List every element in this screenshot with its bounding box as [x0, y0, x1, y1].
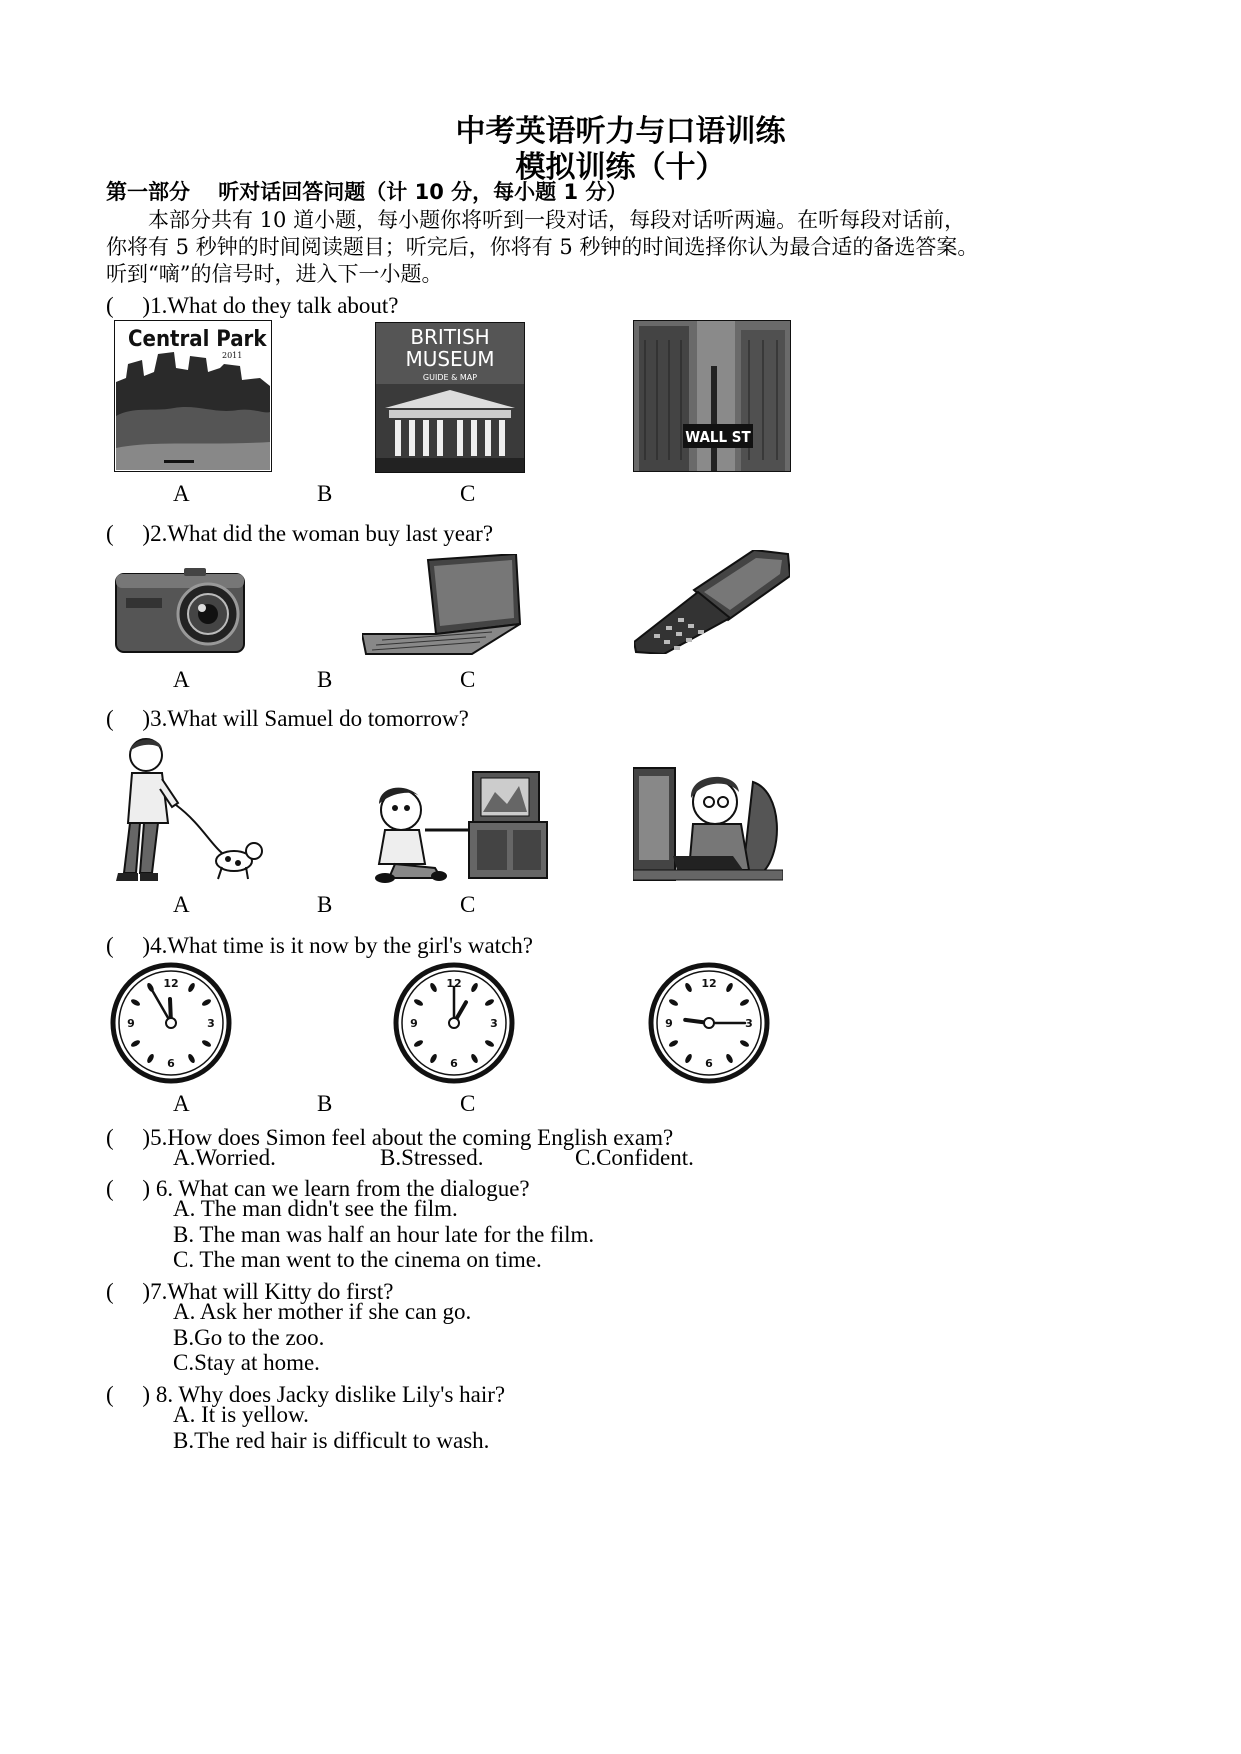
clock-numeral: 12: [701, 977, 717, 990]
q5-option-c[interactable]: C.Confident.: [575, 1145, 694, 1170]
intro-line-1: 本部分共有 10 道小题，每小题你将听到一段对话，每段对话听两遍。在听每段对话前，: [106, 208, 966, 232]
q5-option-b[interactable]: B.Stressed.: [380, 1145, 484, 1170]
clock-pivot: [449, 1018, 459, 1028]
q1-label-b: B: [317, 481, 333, 506]
wall-street-sign: WALL ST: [685, 428, 751, 446]
clock-numeral: 12: [446, 977, 462, 990]
q7-option-c[interactable]: C.Stay at home.: [173, 1350, 320, 1375]
clock-numeral: 3: [745, 1017, 753, 1030]
british-museum-picture: [375, 322, 525, 473]
question-2[interactable]: ( )2.What did the woman buy last year?: [106, 521, 494, 546]
central-park-text: Central Park: [128, 327, 267, 352]
q6-option-b[interactable]: B. The man was half an hour late for the film.: [173, 1222, 595, 1247]
intro-line-2: 你将有 5 秒钟的时间阅读题目；听完后，你将有 5 秒钟的时间选择你认为最合适的备选答案。: [106, 235, 979, 259]
clock-pivot: [704, 1018, 714, 1028]
clock-numeral: 9: [410, 1017, 418, 1030]
clock-numeral: 12: [163, 977, 179, 990]
walking-dog-picture: [110, 733, 266, 883]
q4-label-b: B: [317, 1091, 333, 1116]
museum-title-1: BRITISH: [410, 325, 490, 349]
q4-label-a: A: [173, 1091, 190, 1116]
q7-option-a[interactable]: A. Ask her mother if she can go.: [173, 1299, 472, 1324]
question-3[interactable]: ( )3.What will Samuel do tomorrow?: [106, 706, 469, 731]
q8-option-b[interactable]: B.The red hair is difficult to wash.: [173, 1428, 490, 1453]
mobile-phone-picture: [634, 550, 790, 654]
clock-numeral: 6: [705, 1057, 713, 1070]
q3-label-b: B: [317, 892, 333, 917]
clock-pivot: [166, 1018, 176, 1028]
q2-label-b: B: [317, 667, 333, 692]
q2-label-c: C: [460, 667, 476, 692]
clock-numeral: 3: [207, 1017, 215, 1030]
clock-numeral: 3: [490, 1017, 498, 1030]
clock-numeral: 9: [127, 1017, 135, 1030]
camera-picture: [114, 568, 248, 656]
wall-street-picture: [633, 320, 791, 472]
central-park-year: 2011: [222, 351, 243, 360]
museum-title-2: MUSEUM: [405, 347, 495, 371]
clock-numeral: 6: [167, 1057, 175, 1070]
page-subtitle: 模拟训练（十）: [515, 150, 726, 185]
q1-label-c: C: [460, 481, 476, 506]
q3-label-c: C: [460, 892, 476, 917]
question-5[interactable]: ( )5.How does Simon feel about the coming English exam?: [106, 1125, 674, 1150]
museum-subtitle: GUIDE & MAP: [422, 373, 478, 382]
q1-label-a: A: [173, 481, 190, 506]
clock-b: [393, 962, 515, 1084]
q6-option-c[interactable]: C. The man went to the cinema on time.: [173, 1247, 542, 1272]
question-6[interactable]: ( ) 6. What can we learn from the dialogue?: [106, 1176, 530, 1201]
laptop-picture: [362, 554, 522, 656]
q6-option-a[interactable]: A. The man didn't see the film.: [173, 1196, 458, 1221]
intro-line-3: 听到“嘀”的信号时，进入下一小题。: [106, 262, 443, 286]
clock-numeral: 9: [665, 1017, 673, 1030]
q7-option-b[interactable]: B.Go to the zoo.: [173, 1325, 325, 1350]
q3-label-a: A: [173, 892, 190, 917]
q2-label-a: A: [173, 667, 190, 692]
question-1[interactable]: ( )1.What do they talk about?: [106, 293, 399, 318]
q8-option-a[interactable]: A. It is yellow.: [173, 1402, 309, 1427]
page-title: 中考英语听力与口语训练: [455, 114, 786, 149]
question-4[interactable]: ( )4.What time is it now by the girl's watch?: [106, 933, 533, 958]
q4-label-c: C: [460, 1091, 476, 1116]
clock-c: [648, 962, 770, 1084]
central-park-picture: [114, 320, 272, 472]
q5-option-a[interactable]: A.Worried.: [173, 1145, 276, 1170]
question-8[interactable]: ( ) 8. Why does Jacky dislike Lily's hair?: [106, 1382, 506, 1407]
clock-a: [110, 962, 232, 1084]
using-computer-picture: [633, 762, 783, 882]
question-7[interactable]: ( )7.What will Kitty do first?: [106, 1279, 394, 1304]
clock-numeral: 6: [450, 1057, 458, 1070]
watching-tv-picture: [365, 768, 551, 884]
section-heading: 第一部分 听对话回答问题（计 10 分，每小题 1 分）: [106, 180, 628, 204]
